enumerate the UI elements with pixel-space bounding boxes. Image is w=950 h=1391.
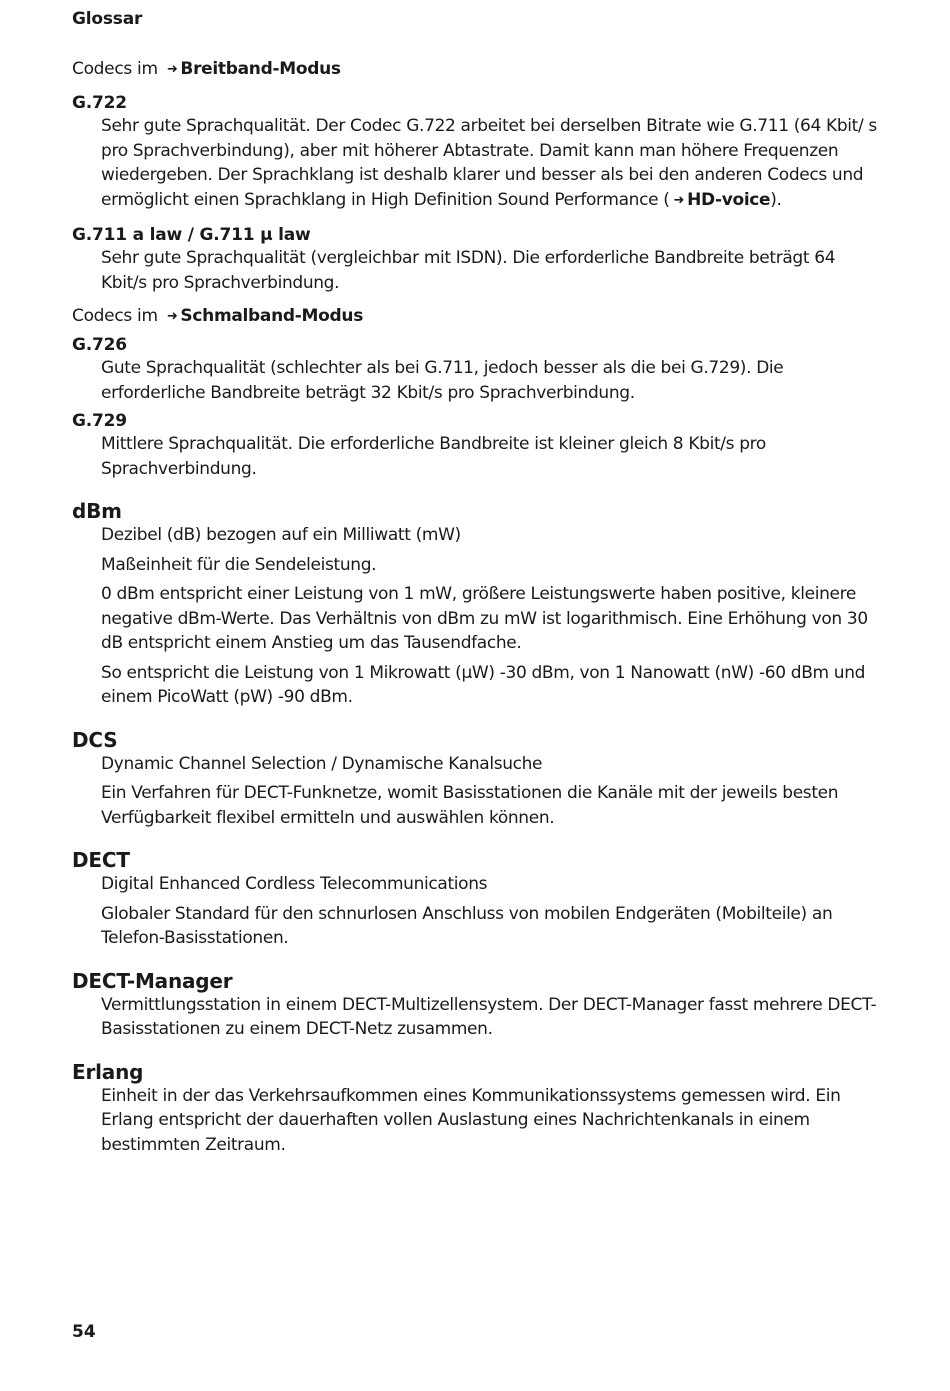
definition-g722: Sehr gute Sprachqualität. Der Codec G.722 arbeitet bei derselben Bitrate wie G.711 (64 Kbit/ s pro Sprachverbindung), aber mit höherer Abtastrate. Damit kann man höhere Frequenzen wiedergeben. Der Sprachklang ist deshalb klarer und besser als bei den anderen Codecs und ermöglicht einen Sprachklang in High Definition Sound Performance ( ➜ HD-voice). <box>101 116 877 210</box>
definition-g726: Gute Sprachqualität (schlechter als bei G.711, jedoch besser als die bei G.729). Die erforderliche Bandbreite beträgt 32 Kbit/s pro Sprachverbindung. <box>101 358 784 403</box>
glossary-content <box>72 58 882 1157</box>
term-g726: G.726 <box>72 335 127 355</box>
term-dcs: DCS <box>72 727 118 752</box>
hd-voice-link[interactable]: HD-voice <box>687 189 771 210</box>
codecs-narrowband-heading <box>72 305 882 329</box>
narrowband-link[interactable]: Schmalband-Modus <box>180 306 364 326</box>
definition-dbm-1: Dezibel (dB) bezogen auf ein Milliwatt (mW) <box>101 525 461 545</box>
running-header: Glossar <box>72 9 143 29</box>
term-g729: G.729 <box>72 411 127 431</box>
codecs-wideband-prefix: Codecs im <box>72 59 158 79</box>
term-g711: G.711 a law / G.711 μ law <box>72 225 311 245</box>
term-dect: DECT <box>72 848 130 872</box>
term-dect-manager: DECT-Manager <box>72 968 233 993</box>
definition-dbm-4: So entspricht die Leistung von 1 Mikrowatt (μW) -30 dBm, von 1 Nanowatt (nW) -60 dBm und einem PicoWatt (pW) -90 dBm. <box>101 662 866 707</box>
term-dbm: dBm <box>72 499 122 523</box>
definition-dbm-3: 0 dBm entspricht einer Leistung von 1 mW, größere Leistungswerte haben positive, kleinere negative dBm-Werte. Das Verhältnis von dBm zu mW ist logarithmisch. Eine Erhöhung von 30 dB entspricht einem Anstieg um das Tausendfache. <box>101 584 868 653</box>
codecs-wideband-heading <box>72 58 882 82</box>
definition-dcs-1: Dynamic Channel Selection / Dynamische Kanalsuche <box>101 753 543 774</box>
definition-g711: Sehr gute Sprachqualität (vergleichbar mit ISDN). Die erforderliche Bandbreite beträgt 64 Kbit/s pro Sprachverbindung. <box>101 248 836 293</box>
definition-g729: Mittlere Sprachqualität. Die erforderliche Bandbreite ist kleiner gleich 8 Kbit/s pro Sprachverbindung. <box>101 434 766 479</box>
codecs-narrowband-prefix: Codecs im <box>72 306 158 326</box>
term-g722: G.722 <box>72 93 127 113</box>
definition-dect-manager: Vermittlungsstation in einem DECT-Multizellensystem. Der DECT-Manager fasst mehrere DECT-Basisstationen zu einem DECT-Netz zusammen. <box>101 994 877 1039</box>
page-number: 54 <box>72 1322 96 1342</box>
wideband-link[interactable]: Breitband-Modus <box>180 59 341 79</box>
definition-erlang: Einheit in der das Verkehrsaufkommen eines Kommunikationssystems gemessen wird. Ein Erlang entspricht der dauerhaften vollen Auslastung eines Nachrichtenkanals in einem bestimmten Zeitraum. <box>101 1085 841 1155</box>
arrow-right-icon: ➜ <box>166 309 178 324</box>
definition-dect-1: Digital Enhanced Cordless Telecommunications <box>101 874 488 894</box>
definition-dcs-2: Ein Verfahren für DECT-Funknetze, womit Basisstationen die Kanäle mit der jeweils besten Verfügbarkeit flexibel ermitteln und auswählen können. <box>101 783 839 828</box>
definition-dect-2: Globaler Standard für den schnurlosen Anschluss von mobilen Endgeräten (Mobilteile) an Telefon-Basisstationen. <box>101 903 833 948</box>
arrow-right-icon: ➜ <box>166 62 178 77</box>
arrow-right-icon: ➜ <box>673 192 685 208</box>
term-erlang: Erlang <box>72 1059 144 1084</box>
definition-dbm-2: Maßeinheit für die Sendeleistung. <box>101 554 377 575</box>
